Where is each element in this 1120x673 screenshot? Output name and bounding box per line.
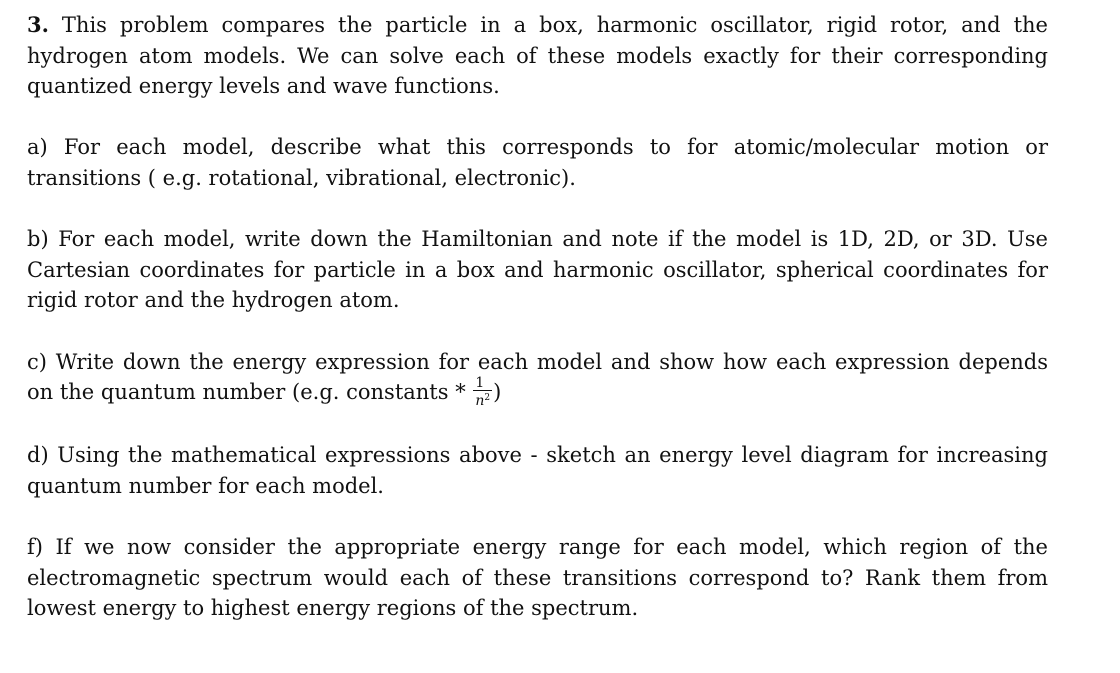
part-b: b) For each model, write down the Hamiltonian and note if the model is 1D, 2D, or 3D. Use Cartesian coordinates for particle in a box and harmonic oscillator, spherical coordinates for rigid rotor and the hydrogen atom. <box>27 227 1048 313</box>
part-c <box>27 347 1048 410</box>
fraction-numerator: 1 <box>473 376 492 391</box>
part-c-text: c) Write down the energy expression for each model and show how each expression depends on the quantum number (e.g. constants * <box>27 349 1048 405</box>
fraction-denominator-var: n <box>475 392 485 409</box>
part-c-close: ) <box>493 380 502 405</box>
fraction-exponent: 2 <box>484 392 491 403</box>
problem-intro-text: This problem compares the particle in a box, harmonic oscillator, rigid rotor, and the hydrogen atom models. We can solve each of these models exactly for their corresponding quantized energy levels and wave functions. <box>27 13 1048 99</box>
problem-intro <box>27 10 1048 102</box>
part-d: d) Using the mathematical expressions above - sketch an energy level diagram for increasing quantum number for each model. <box>27 443 1048 498</box>
fraction-denominator <box>473 391 492 408</box>
fraction-one-over-n-squared <box>473 376 492 408</box>
problem-number: 3. <box>27 12 49 37</box>
part-f: f) If we now consider the appropriate energy range for each model, which region of the electromagnetic spectrum would each of these transitions correspond to? Rank them from lowest energy to highest energy regions of the spectrum. <box>27 535 1048 621</box>
part-a: a) For each model, describe what this corresponds to for atomic/molecular motion or transitions ( e.g. rotational, vibrational, electronic). <box>27 135 1048 190</box>
